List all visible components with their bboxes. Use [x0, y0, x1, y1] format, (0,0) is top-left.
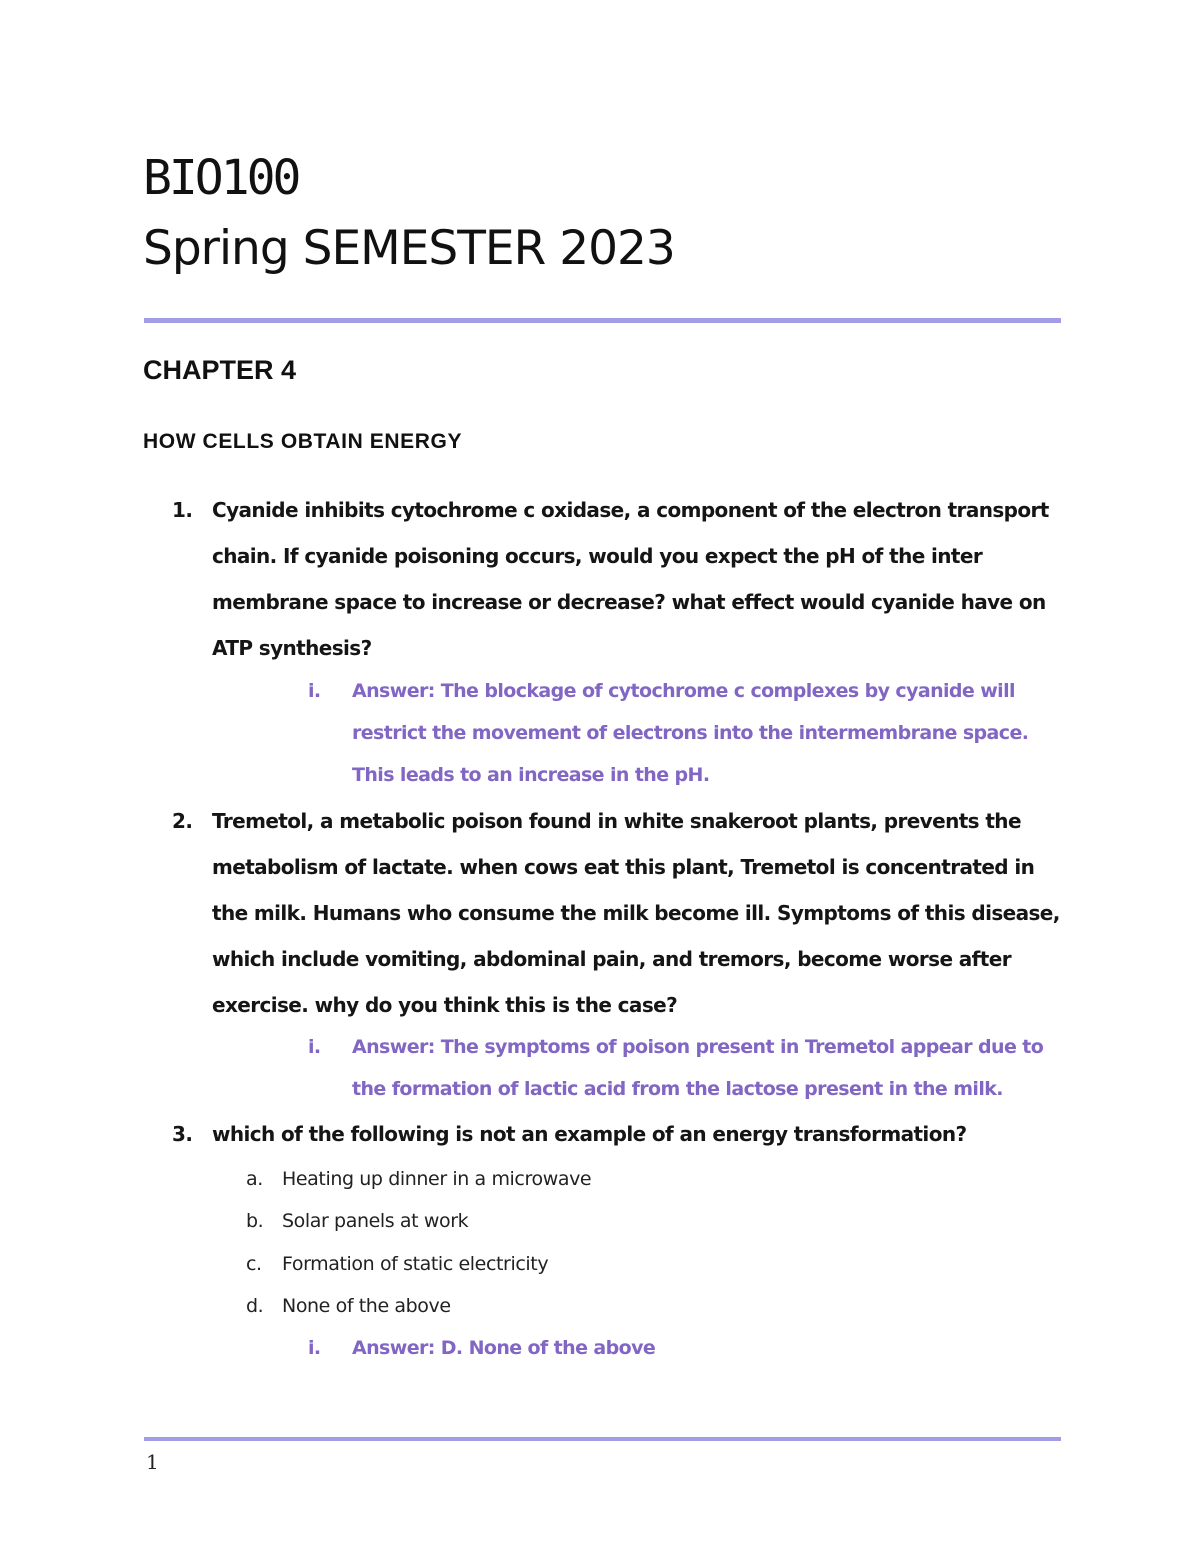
option-letter: a. [246, 1168, 263, 1190]
option-letter: d. [246, 1295, 264, 1317]
page-number: 1 [146, 1450, 159, 1474]
answer-number: i. [308, 1337, 321, 1359]
course-title: BIO100 [143, 150, 299, 206]
footer-divider [144, 1437, 1061, 1441]
answer-text: Answer: The symptoms of poison present in Tremetol appear due to the formation of lactic acid from the lactose present in the milk. [352, 1036, 1044, 1100]
question-1 [172, 487, 1072, 671]
semester-subtitle: Spring SEMESTER 2023 [143, 221, 675, 276]
question-text: which of the following is not an example of an energy transformation? [212, 1122, 967, 1146]
option-text: Heating up dinner in a microwave [282, 1168, 592, 1190]
option-text: Solar panels at work [282, 1210, 469, 1232]
option-c [246, 1243, 946, 1285]
question-2 [172, 798, 1072, 1028]
option-text: None of the above [282, 1295, 451, 1317]
option-text: Formation of static electricity [282, 1253, 549, 1275]
section-heading: HOW CELLS OBTAIN ENERGY [143, 430, 463, 453]
answer-text: Answer: D. None of the above [352, 1337, 656, 1359]
option-letter: b. [246, 1210, 264, 1232]
answer-3 [308, 1327, 1068, 1369]
answer-1 [308, 670, 1068, 796]
answer-2 [308, 1026, 1068, 1110]
question-3 [172, 1111, 1072, 1157]
question-number: 3. [172, 1122, 193, 1146]
header-divider [144, 318, 1061, 323]
option-b [246, 1200, 946, 1242]
question-text: Cyanide inhibits cytochrome c oxidase, a component of the electron transport chain. If cyanide poisoning occurs, would you expect the pH of the inter membrane space to increase or decrease? what effect would cyanide have on ATP synthesis? [212, 498, 1049, 660]
question-number: 1. [172, 498, 193, 522]
answer-number: i. [308, 1036, 321, 1058]
answer-text: Answer: The blockage of cytochrome c complexes by cyanide will restrict the movement of electrons into the intermembrane space. This leads to an increase in the pH. [352, 680, 1029, 786]
question-text: Tremetol, a metabolic poison found in white snakeroot plants, prevents the metabolism of lactate. when cows eat this plant, Tremetol is concentrated in the milk. Humans who consume the milk become ill. Symptoms of this disease, which include vomiting, abdominal pain, and tremors, become worse after exercise. why do you think this is the case? [212, 809, 1060, 1017]
question-number: 2. [172, 809, 193, 833]
option-a [246, 1158, 946, 1200]
option-letter: c. [246, 1253, 262, 1275]
chapter-heading: CHAPTER 4 [143, 355, 297, 385]
option-d [246, 1285, 946, 1327]
answer-number: i. [308, 680, 321, 702]
